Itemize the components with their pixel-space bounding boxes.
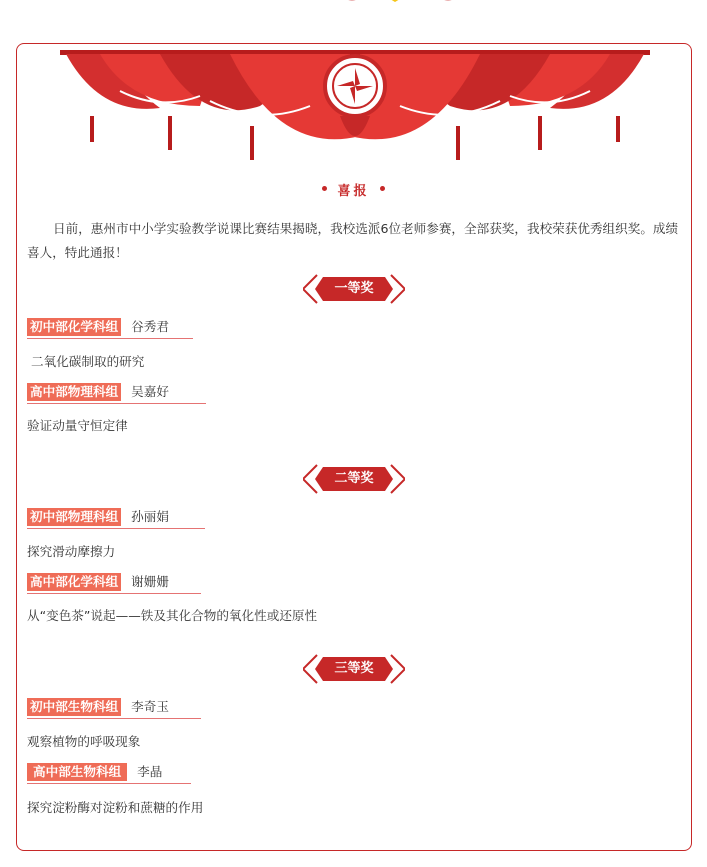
group-tag: 初中部生物科组 (27, 698, 121, 716)
prize-label: 三等奖 (334, 661, 374, 676)
award-entry (27, 573, 201, 594)
top-decoration (340, 0, 460, 4)
right-dot-icon (380, 186, 385, 191)
prize-badge-third (303, 653, 405, 685)
prize-label: 二等奖 (334, 471, 374, 486)
left-dot-icon (322, 186, 327, 191)
teacher-name: 吴嘉好 (131, 384, 169, 399)
teacher-name: 孙丽娟 (131, 509, 169, 524)
project-title: 观察植物的呼吸现象 (27, 734, 141, 749)
teacher-name: 李奇玉 (131, 699, 169, 714)
heading-text: 喜报 (337, 184, 370, 199)
intro-paragraph: 日前，惠州市中小学实验教学说课比赛结果揭晓，我校选派6位老师参赛，全部获奖，我校荣获优秀组织奖。成绩喜人，特此通报！ (27, 221, 679, 260)
award-entry (27, 383, 206, 404)
project-title: 探究淀粉酶对淀粉和蔗糖的作用 (27, 800, 204, 815)
entry-tag-line (27, 698, 201, 719)
award-entry (27, 698, 201, 719)
teacher-name: 谢姗姗 (131, 574, 169, 589)
entry-tag-line (27, 763, 191, 784)
group-tag: 高中部化学科组 (27, 573, 121, 591)
prize-badge-first (303, 273, 405, 305)
project-title: 二氧化碳制取的研究 (31, 354, 145, 369)
group-tag: 初中部化学科组 (27, 318, 121, 336)
entry-tag-line (27, 383, 206, 404)
award-entry (27, 763, 191, 784)
entry-tag-line (27, 573, 201, 594)
heading-row (0, 180, 707, 199)
award-entry (27, 318, 193, 339)
prize-label: 一等奖 (334, 281, 374, 296)
group-tag: 高中部生物科组 (27, 763, 127, 781)
project-title: 探究滑动摩擦力 (27, 544, 116, 559)
prize-badge-second (303, 463, 405, 495)
group-tag: 高中部物理科组 (27, 383, 121, 401)
entry-tag-line (27, 318, 193, 339)
project-title: 从“变色茶”说起——铁及其化合物的氧化性或还原性 (27, 608, 318, 623)
teacher-name: 谷秀君 (131, 319, 169, 334)
group-tag: 初中部物理科组 (27, 508, 121, 526)
award-entry (27, 508, 205, 529)
teacher-name: 李晶 (137, 764, 163, 779)
curtain-banner-illustration (60, 46, 650, 166)
project-title: 验证动量守恒定律 (27, 418, 128, 433)
entry-tag-line (27, 508, 205, 529)
